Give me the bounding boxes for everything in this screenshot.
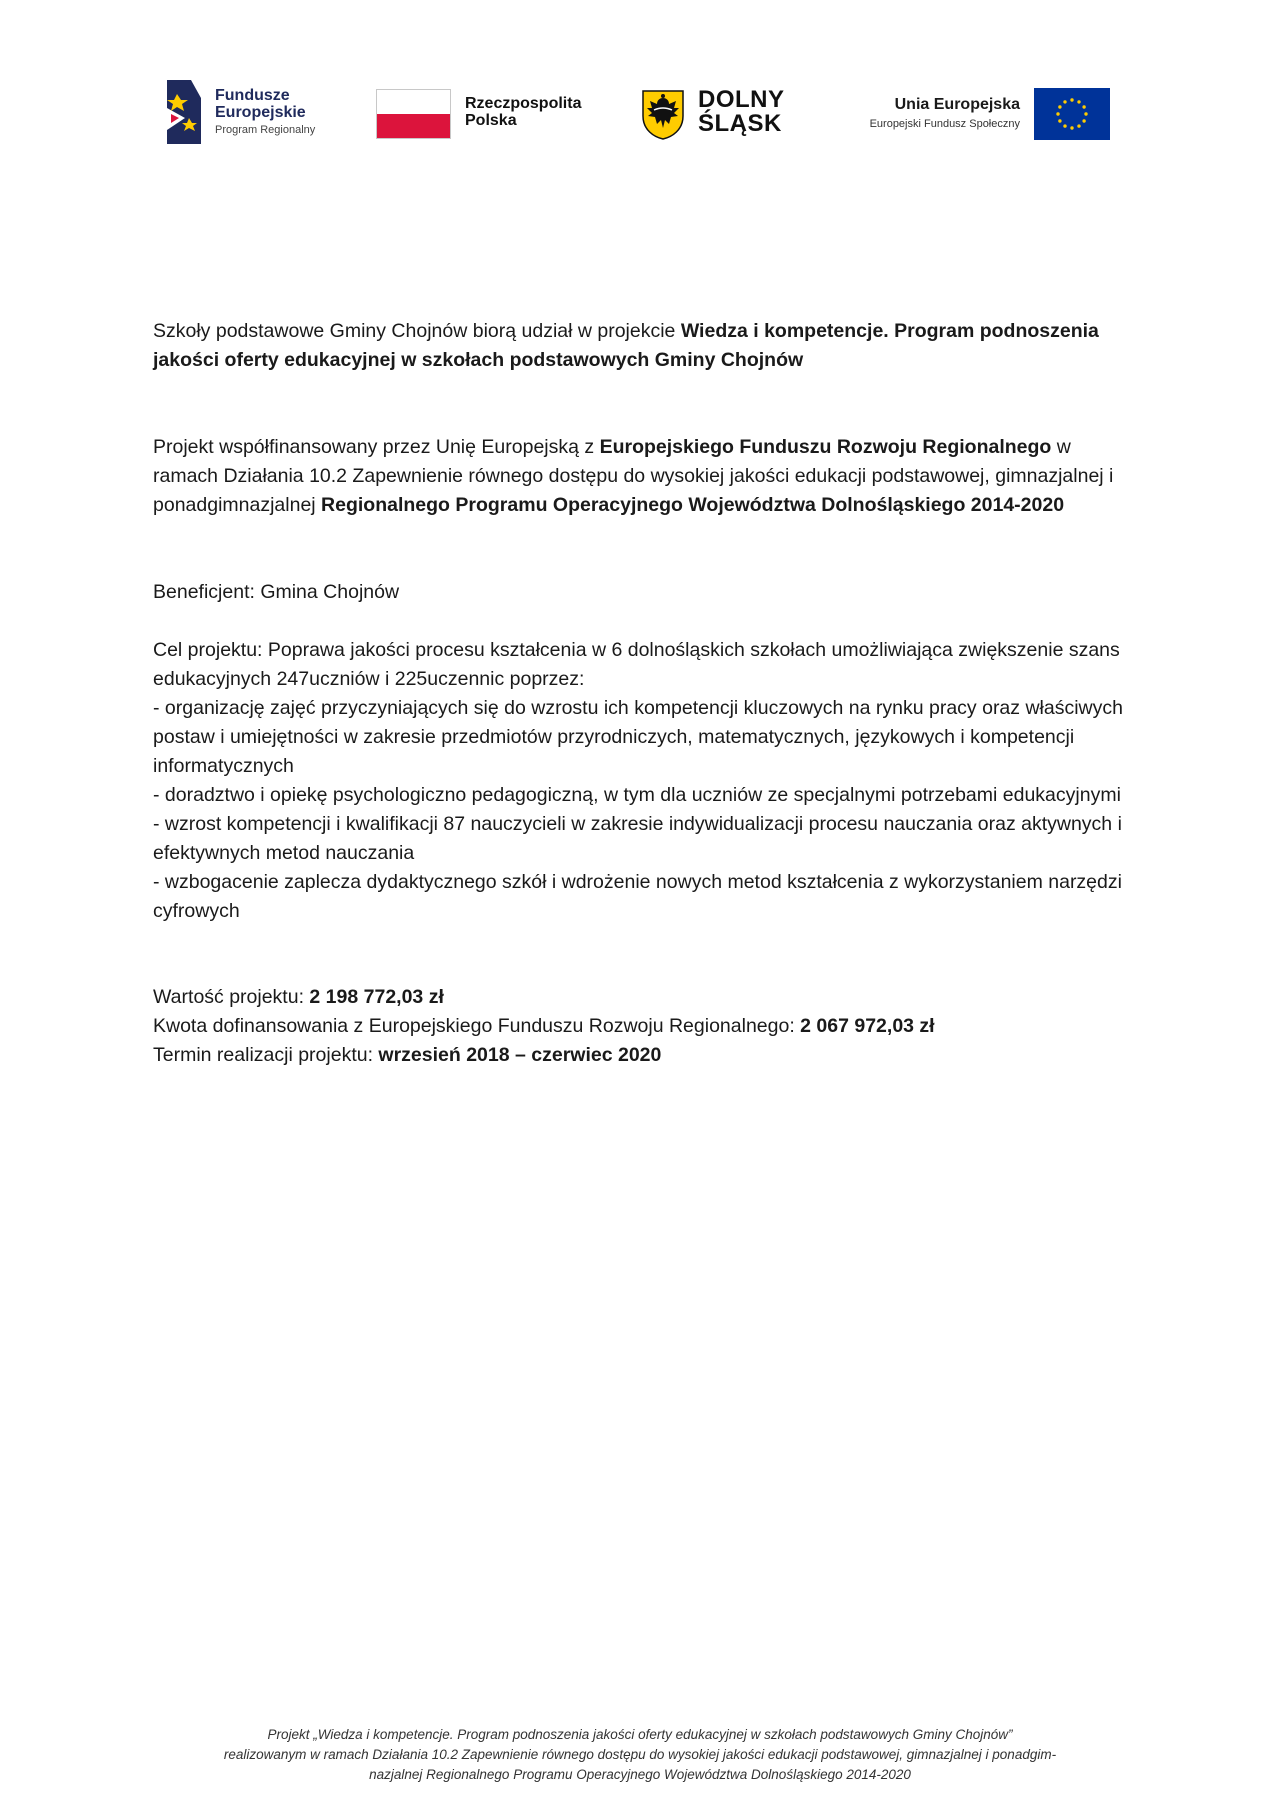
fundusze-europejskie-emblem-icon [165, 78, 205, 146]
unia-europejska-logo [850, 78, 1110, 148]
rp-line2: Polska [465, 112, 517, 129]
fundusze-line1: Fundusze [215, 87, 290, 104]
project-facts [153, 983, 1133, 1070]
cofinancing-paragraph [153, 433, 1133, 520]
project-title: Wiedza i kompetencje. Program podnoszenia jakości oferty edukacyjnej w szkołach podstawowych Gminy Chojnów [153, 320, 1099, 371]
polish-flag-icon [376, 89, 451, 139]
rp-line1: Rzeczpospolita [465, 95, 582, 112]
intro-text: Szkoły podstawowe Gminy Chojnów biorą udział w projekcie [153, 320, 681, 342]
goal-item: - organizację zajęć przyczyniających się do wzrostu ich kompetencji kluczowych na rynku pracy oraz właściwych postaw i umiejętności w zakresie przedmiotów przyrodniczych, matematycznych, językowych i kompetencji informatycznych [153, 697, 1123, 777]
program-name: Regionalnego Programu Operacyjnego Województwa Dolnośląskiego 2014-2020 [321, 494, 1065, 516]
fundusze-europejskie-logo [165, 78, 335, 148]
fund-name: Europejskiego Funduszu Rozwoju Regionalnego [599, 436, 1052, 458]
project-term: wrzesień 2018 – czerwiec 2020 [378, 1044, 662, 1066]
ue-line1: Unia Europejska [894, 96, 1020, 113]
dolny-slask-line2: ŚLĄSK [698, 110, 782, 137]
project-value-line [153, 983, 1133, 1012]
goal-section [153, 636, 1133, 926]
footer-line-3: nazjalnej Regionalnego Programu Operacyjnego Województwa Dolnośląskiego 2014-2020 [369, 1767, 911, 1782]
project-term-line [153, 1041, 1133, 1070]
footer-line-2: realizowanym w ramach Działania 10.2 Zapewnienie równego dostępu do wysokiej jakości edukacji podstawowej, gimnazjalnej i ponadgim- [223, 1747, 1057, 1762]
beneficiary-paragraph [153, 578, 1133, 607]
project-term-label: Termin realizacji projektu: [153, 1044, 379, 1066]
project-value-label: Wartość projektu: [153, 986, 310, 1008]
project-value: 2 198 772,03 zł [309, 986, 444, 1008]
dolny-slask-logo [640, 78, 810, 148]
rzeczpospolita-polska-logo [376, 78, 606, 148]
funding-amount-label: Kwota dofinansowania z Europejskiego Funduszu Rozwoju Regionalnego: [153, 1015, 801, 1037]
cofinancing-text-1: Projekt współfinansowany przez Unię Europejską z [153, 436, 600, 458]
logo-strip [0, 78, 1280, 148]
funding-amount-line [153, 1012, 1133, 1041]
beneficiary-text: Beneficjent: Gmina Chojnów [153, 581, 400, 603]
cofinancing-text-2: w ramach Działania 10.2 Zapewnienie równego dostępu do wysokiej jakości edukacji podstawowej, gimnazjalnej i ponadgimnazjalnej [153, 436, 1114, 516]
eu-flag-icon [1034, 88, 1110, 140]
fundusze-line3: Program Regionalny [215, 124, 316, 136]
fundusze-line2: Europejskie [215, 104, 306, 121]
page-footer [140, 1725, 1140, 1785]
goal-item: - doradztwo i opiekę psychologiczno pedagogiczną, w tym dla uczniów ze specjalnymi potrzebami edukacyjnymi [153, 784, 1121, 806]
silesian-eagle-shield-icon [640, 88, 686, 140]
dolny-slask-line1: DOLNY [698, 86, 785, 113]
goal-item: - wzrost kompetencji i kwalifikacji 87 nauczycieli w zakresie indywidualizacji procesu nauczania oraz aktywnych i efektywnych metod nauczania [153, 813, 1122, 864]
goal-item: - wzbogacenie zaplecza dydaktycznego szkół i wdrożenie nowych metod kształcenia z wykorzystaniem narzędzi cyfrowych [153, 871, 1122, 922]
funding-amount: 2 067 972,03 zł [800, 1015, 935, 1037]
footer-line-1: Projekt „Wiedza i kompetencje. Program podnoszenia jakości oferty edukacyjnej w szkołach podstawowych Gminy Chojnów” [267, 1727, 1013, 1742]
intro-paragraph [153, 317, 1133, 375]
goal-intro: Cel projektu: Poprawa jakości procesu kształcenia w 6 dolnośląskich szkołach umożliwiająca zwiększenie szans edukacyjnych 247uczniów i 225uczennic poprzez: [153, 639, 1120, 690]
ue-line2: Europejski Fundusz Społeczny [869, 118, 1020, 130]
